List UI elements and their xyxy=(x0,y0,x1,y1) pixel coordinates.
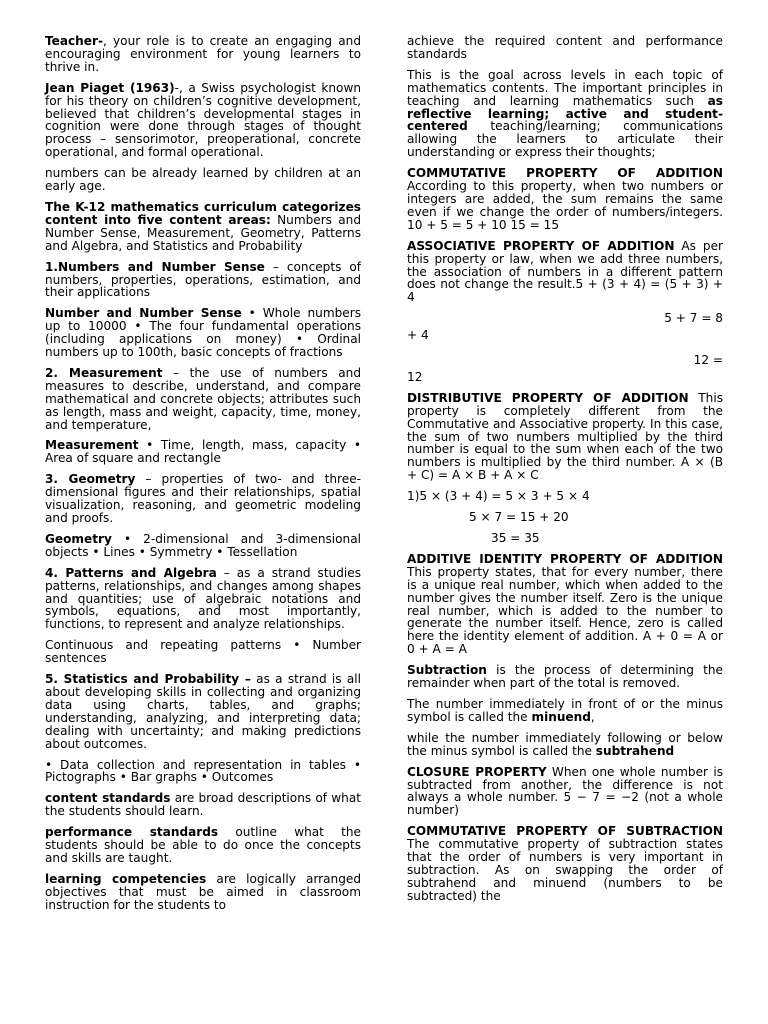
term-numbers-sense: 1.Numbers and Number Sense xyxy=(45,259,265,274)
term-statistics: 5. Statistics and Probability – xyxy=(45,672,251,687)
term-reflective-learning: as reflective learning; active and student-centered xyxy=(407,93,723,134)
paragraph-commutative-addition xyxy=(407,167,723,232)
equation-line xyxy=(407,371,723,384)
paragraph-subtrahend xyxy=(407,732,723,758)
heading-commutative-addition: COMMUTATIVE PROPERTY OF ADDITION xyxy=(407,166,723,181)
text: are logically arranged objectives that must be aimed in classroom instruction for the students to xyxy=(45,871,362,912)
term-subtraction: Subtraction xyxy=(407,663,487,678)
equation-line xyxy=(407,511,723,524)
paragraph-measurement xyxy=(45,367,361,432)
text: , your role is to create an engaging and encouraging environment for young learners to thrive in. xyxy=(45,34,361,74)
paragraph-piaget xyxy=(45,82,361,159)
equation-line xyxy=(407,532,723,545)
paragraph-content-standards xyxy=(45,792,361,818)
text: As per this property or law, when we add three numbers, the association of numbers in a different pattern does not change the result.5 + (3 + 4) = (5 + 3) + 4 xyxy=(407,238,723,305)
text: while the number immediately following or below the minus symbol is called the xyxy=(407,730,723,758)
text: 5 × 7 = 15 + 20 xyxy=(469,510,569,525)
term-number-sense: Number and Number Sense xyxy=(45,306,242,321)
paragraph-statistics xyxy=(45,673,361,750)
paragraph-subtraction xyxy=(407,664,723,690)
paragraph-commutative-subtraction xyxy=(407,825,723,902)
text: When one whole number is subtracted from another, the difference is not always a whole number. 5 − 7 = −2 (not a whole number) xyxy=(407,764,723,818)
heading-commutative-subtraction: COMMUTATIVE PROPERTY OF SUBTRACTION xyxy=(407,824,723,839)
paragraph-geometry xyxy=(45,473,361,525)
paragraph-associative-addition xyxy=(407,240,723,305)
paragraph-patterns xyxy=(45,567,361,632)
text: teaching/learning; communications allowing the learners to articulate their understanding or express their thoughts; xyxy=(407,119,723,160)
text: – concepts of numbers, properties, operations, estimation, and their applications xyxy=(45,259,361,300)
text: , xyxy=(590,709,595,724)
term-measurement: 2. Measurement xyxy=(45,365,163,380)
text: -, a Swiss psychologist known for his theory on children’s cognitive development, believed that children’s developmental stages in cognition were done through stages of thought process – sensorimotor, preoperational, concrete operational, and formal operational. xyxy=(45,80,361,160)
term-minuend: minuend xyxy=(531,709,591,724)
text: The commutative property of subtraction states that the order of numbers is very important in subtraction. As on swapping the order of subtrahend and minuend (numbers to be subtracted) the xyxy=(407,837,723,903)
equation-line xyxy=(407,490,723,503)
term-geometry-list: Geometry xyxy=(45,531,112,546)
paragraph-closure xyxy=(407,766,723,818)
paragraph-additive-identity xyxy=(407,553,723,656)
text: According to this property, when two numbers or integers are added, the sum remains the same even if we change the order of numbers/integers. 10 + 5 = 5 + 10 15 = 15 xyxy=(407,179,723,232)
term-geometry: 3. Geometry xyxy=(45,472,136,487)
term-measurement-list: Measurement xyxy=(45,438,139,453)
term-learning-competencies: learning competencies xyxy=(45,871,207,886)
text: • Whole numbers up to 10000 • The four fundamental operations (including applications on money) • Ordinal numbers up to 100th, basic concepts of fractions xyxy=(45,306,361,360)
text: numbers can be already learned by children at an early age. xyxy=(45,166,361,194)
term-k12: The K-12 mathematics curriculum categorizes content into five content areas: xyxy=(45,199,361,227)
heading-distributive-addition: DISTRIBUTIVE PROPERTY OF ADDITION xyxy=(407,390,689,405)
paragraph-learning-competencies xyxy=(45,873,361,912)
paragraph-number-sense-list xyxy=(45,307,361,359)
text: 1)5 × (3 + 4) = 5 × 3 + 5 × 4 xyxy=(407,489,590,504)
text: – properties of two- and three-dimensional figures and their relationships, spatial visualization, reasoning, and geometric modeling and proofs. xyxy=(45,472,362,525)
text: 35 = 35 xyxy=(491,531,540,545)
text: Continuous and repeating patterns • Number sentences xyxy=(45,638,361,666)
term-teacher: Teacher- xyxy=(45,34,103,48)
term-piaget: Jean Piaget (1963) xyxy=(45,80,175,95)
text: • Time, length, mass, capacity • Area of square and rectangle xyxy=(45,438,361,466)
term-content-standards: content standards xyxy=(45,791,171,806)
text: 12 = xyxy=(693,353,723,368)
paragraph-k12 xyxy=(45,201,361,253)
text: This property is completely different from the Commutative and Associative property. In this case, the sum of two numbers multiplied by the third number is equal to the sum when each of the two numbers is multiplied by the third number. A × (B + C) = A × B + A × C xyxy=(407,390,724,483)
text: Numbers and Number Sense, Measurement, Geometry, Patterns and Algebra, and Statistics and Probability xyxy=(45,212,361,253)
text: achieve the required content and performance standards xyxy=(407,34,723,61)
text: – the use of numbers and measures to describe, understand, and compare mathematical and concrete objects; attributes such as length, mass and weight, capacity, time, money, and temperature, xyxy=(45,365,361,432)
term-patterns: 4. Patterns and Algebra xyxy=(45,565,217,580)
heading-associative-addition: ASSOCIATIVE PROPERTY OF ADDITION xyxy=(407,238,675,253)
text: This property states, that for every number, there is a unique real number, which when added to the number gives the number itself. Zero is the unique real number, which is added to the number to generate the number itself. Hence, zero is called here the identity element of addition. A + 0 = A or 0 + A = A xyxy=(407,564,723,657)
text: + 4 xyxy=(407,328,429,343)
left-column xyxy=(45,35,361,920)
text: 5 + 7 = 8 xyxy=(664,311,723,326)
text: as a strand is all about developing skills in collecting and organizing data using charts, tables, and graphs; understanding, analyzing, and interpreting data; dealing with uncertainty; and making predictions about outcomes. xyxy=(45,672,362,751)
paragraph-statistics-list xyxy=(45,759,361,785)
text: is the process of determining the remainder when part of the total is removed. xyxy=(407,663,723,691)
paragraph-numbers-sense xyxy=(45,261,361,300)
text: • 2-dimensional and 3-dimensional objects • Lines • Symmetry • Tessellation xyxy=(45,531,361,559)
right-column xyxy=(407,35,723,911)
paragraph-minuend xyxy=(407,698,723,724)
paragraph-performance-standards xyxy=(45,826,361,865)
text: • Data collection and representation in tables • Pictographs • Bar graphs • Outcomes xyxy=(45,757,361,785)
text: – as a strand studies patterns, relationships, and changes among shapes and quantities; use of algebraic notations and symbols, equations, and most importantly, functions, to represent and analyze relationships. xyxy=(45,565,361,632)
text: The number immediately in front of or the minus symbol is called the xyxy=(407,696,723,724)
paragraph-goal xyxy=(407,69,723,159)
text: 12 xyxy=(407,369,423,384)
paragraph-numbers-early xyxy=(45,167,361,193)
paragraph-patterns-list xyxy=(45,639,361,665)
paragraph-distributive-addition xyxy=(407,392,723,482)
equation-line xyxy=(407,329,723,342)
text: outline what the students should be able to do once the concepts and skills are taught. xyxy=(45,825,361,865)
paragraph-achieve xyxy=(407,35,723,61)
text: This is the goal across levels in each topic of mathematics contents. The important principles in teaching and learning mathematics such xyxy=(407,67,723,108)
paragraph-teacher xyxy=(45,35,361,74)
equation-line xyxy=(407,354,723,367)
term-performance-standards: performance standards xyxy=(45,825,219,840)
term-subtrahend: subtrahend xyxy=(595,743,675,758)
paragraph-measurement-list xyxy=(45,439,361,465)
heading-closure: CLOSURE PROPERTY xyxy=(407,764,547,779)
text: are broad descriptions of what the students should learn. xyxy=(45,791,362,819)
heading-additive-identity: ADDITIVE IDENTITY PROPERTY OF ADDITION xyxy=(407,551,723,566)
equation-line xyxy=(407,312,723,325)
paragraph-geometry-list xyxy=(45,533,361,559)
